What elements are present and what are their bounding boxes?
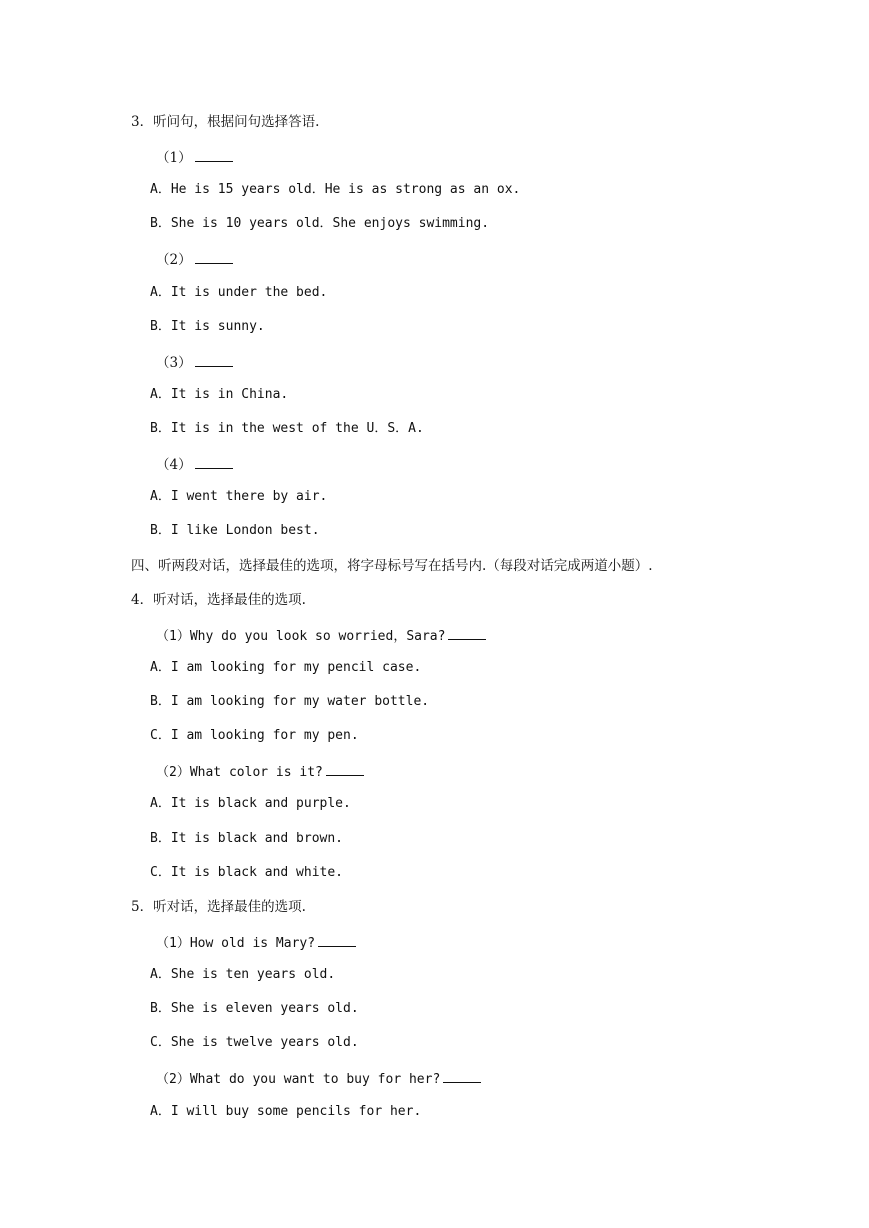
q3-sub4-option-b: B．I like London best. — [150, 523, 320, 538]
answer-blank[interactable] — [318, 932, 356, 947]
q4-sub2-question: （2）What color is it? — [156, 765, 323, 780]
q4-sub2-option-b: B．It is black and brown. — [150, 831, 344, 846]
q3-sub1 — [156, 147, 233, 165]
section-heading: 四、听两段对话，选择最佳的选项，将字母标号写在括号内.（每段对话完成两道小题）. — [131, 558, 653, 574]
answer-blank[interactable] — [195, 352, 233, 367]
q4-title: 4．听对话，选择最佳的选项. — [131, 592, 306, 608]
q4-sub1-option-c: C．I am looking for my pen. — [150, 728, 359, 743]
q3-sub3-option-a: A．It is in China. — [150, 387, 289, 402]
answer-blank[interactable] — [448, 625, 486, 640]
q3-title: 3．听问句，根据问句选择答语. — [131, 114, 320, 130]
q3-sub3-option-b: B．It is in the west of the U．S．A. — [150, 421, 424, 436]
answer-blank[interactable] — [326, 761, 364, 776]
q4-sub1 — [156, 625, 486, 643]
answer-blank[interactable] — [195, 454, 233, 469]
q3-sub2 — [156, 249, 233, 267]
q5-sub1-option-b: B．She is eleven years old. — [150, 1001, 359, 1016]
q3-sub2-number: （2） — [156, 252, 192, 268]
q3-sub1-option-a: A．He is 15 years old．He is as strong as an ox. — [150, 182, 521, 197]
q3-sub1-option-b: B．She is 10 years old．She enjoys swimming. — [150, 216, 490, 231]
q5-sub2-option-a: A．I will buy some pencils for her. — [150, 1104, 422, 1119]
q5-sub1-option-a: A．She is ten years old. — [150, 967, 336, 982]
q3-sub4-option-a: A．I went there by air. — [150, 489, 328, 504]
answer-blank[interactable] — [443, 1068, 481, 1083]
answer-blank[interactable] — [195, 147, 233, 162]
q3-sub3 — [156, 352, 233, 370]
q3-sub4 — [156, 454, 233, 472]
q4-sub1-question: （1）Why do you look so worried，Sara? — [156, 629, 446, 644]
q3-sub4-number: （4） — [156, 457, 192, 473]
q3-sub2-option-b: B．It is sunny. — [150, 319, 265, 334]
q3-sub1-number: （1） — [156, 150, 192, 166]
q4-sub1-option-a: A．I am looking for my pencil case. — [150, 660, 422, 675]
q5-sub1-question: （1）How old is Mary? — [156, 936, 316, 951]
q4-sub2-option-c: C．It is black and white. — [150, 865, 344, 880]
q4-sub1-option-b: B．I am looking for my water bottle. — [150, 694, 430, 709]
q4-sub2 — [156, 761, 364, 779]
q5-sub2 — [156, 1068, 481, 1086]
q3-sub3-number: （3） — [156, 355, 192, 371]
q5-sub2-question: （2）What do you want to buy for her? — [156, 1072, 441, 1087]
q4-sub2-option-a: A．It is black and purple. — [150, 796, 351, 811]
answer-blank[interactable] — [195, 249, 233, 264]
q3-sub2-option-a: A．It is under the bed. — [150, 285, 328, 300]
q5-title: 5．听对话，选择最佳的选项. — [131, 899, 306, 915]
q5-sub1 — [156, 932, 356, 950]
q5-sub1-option-c: C．She is twelve years old. — [150, 1035, 359, 1050]
